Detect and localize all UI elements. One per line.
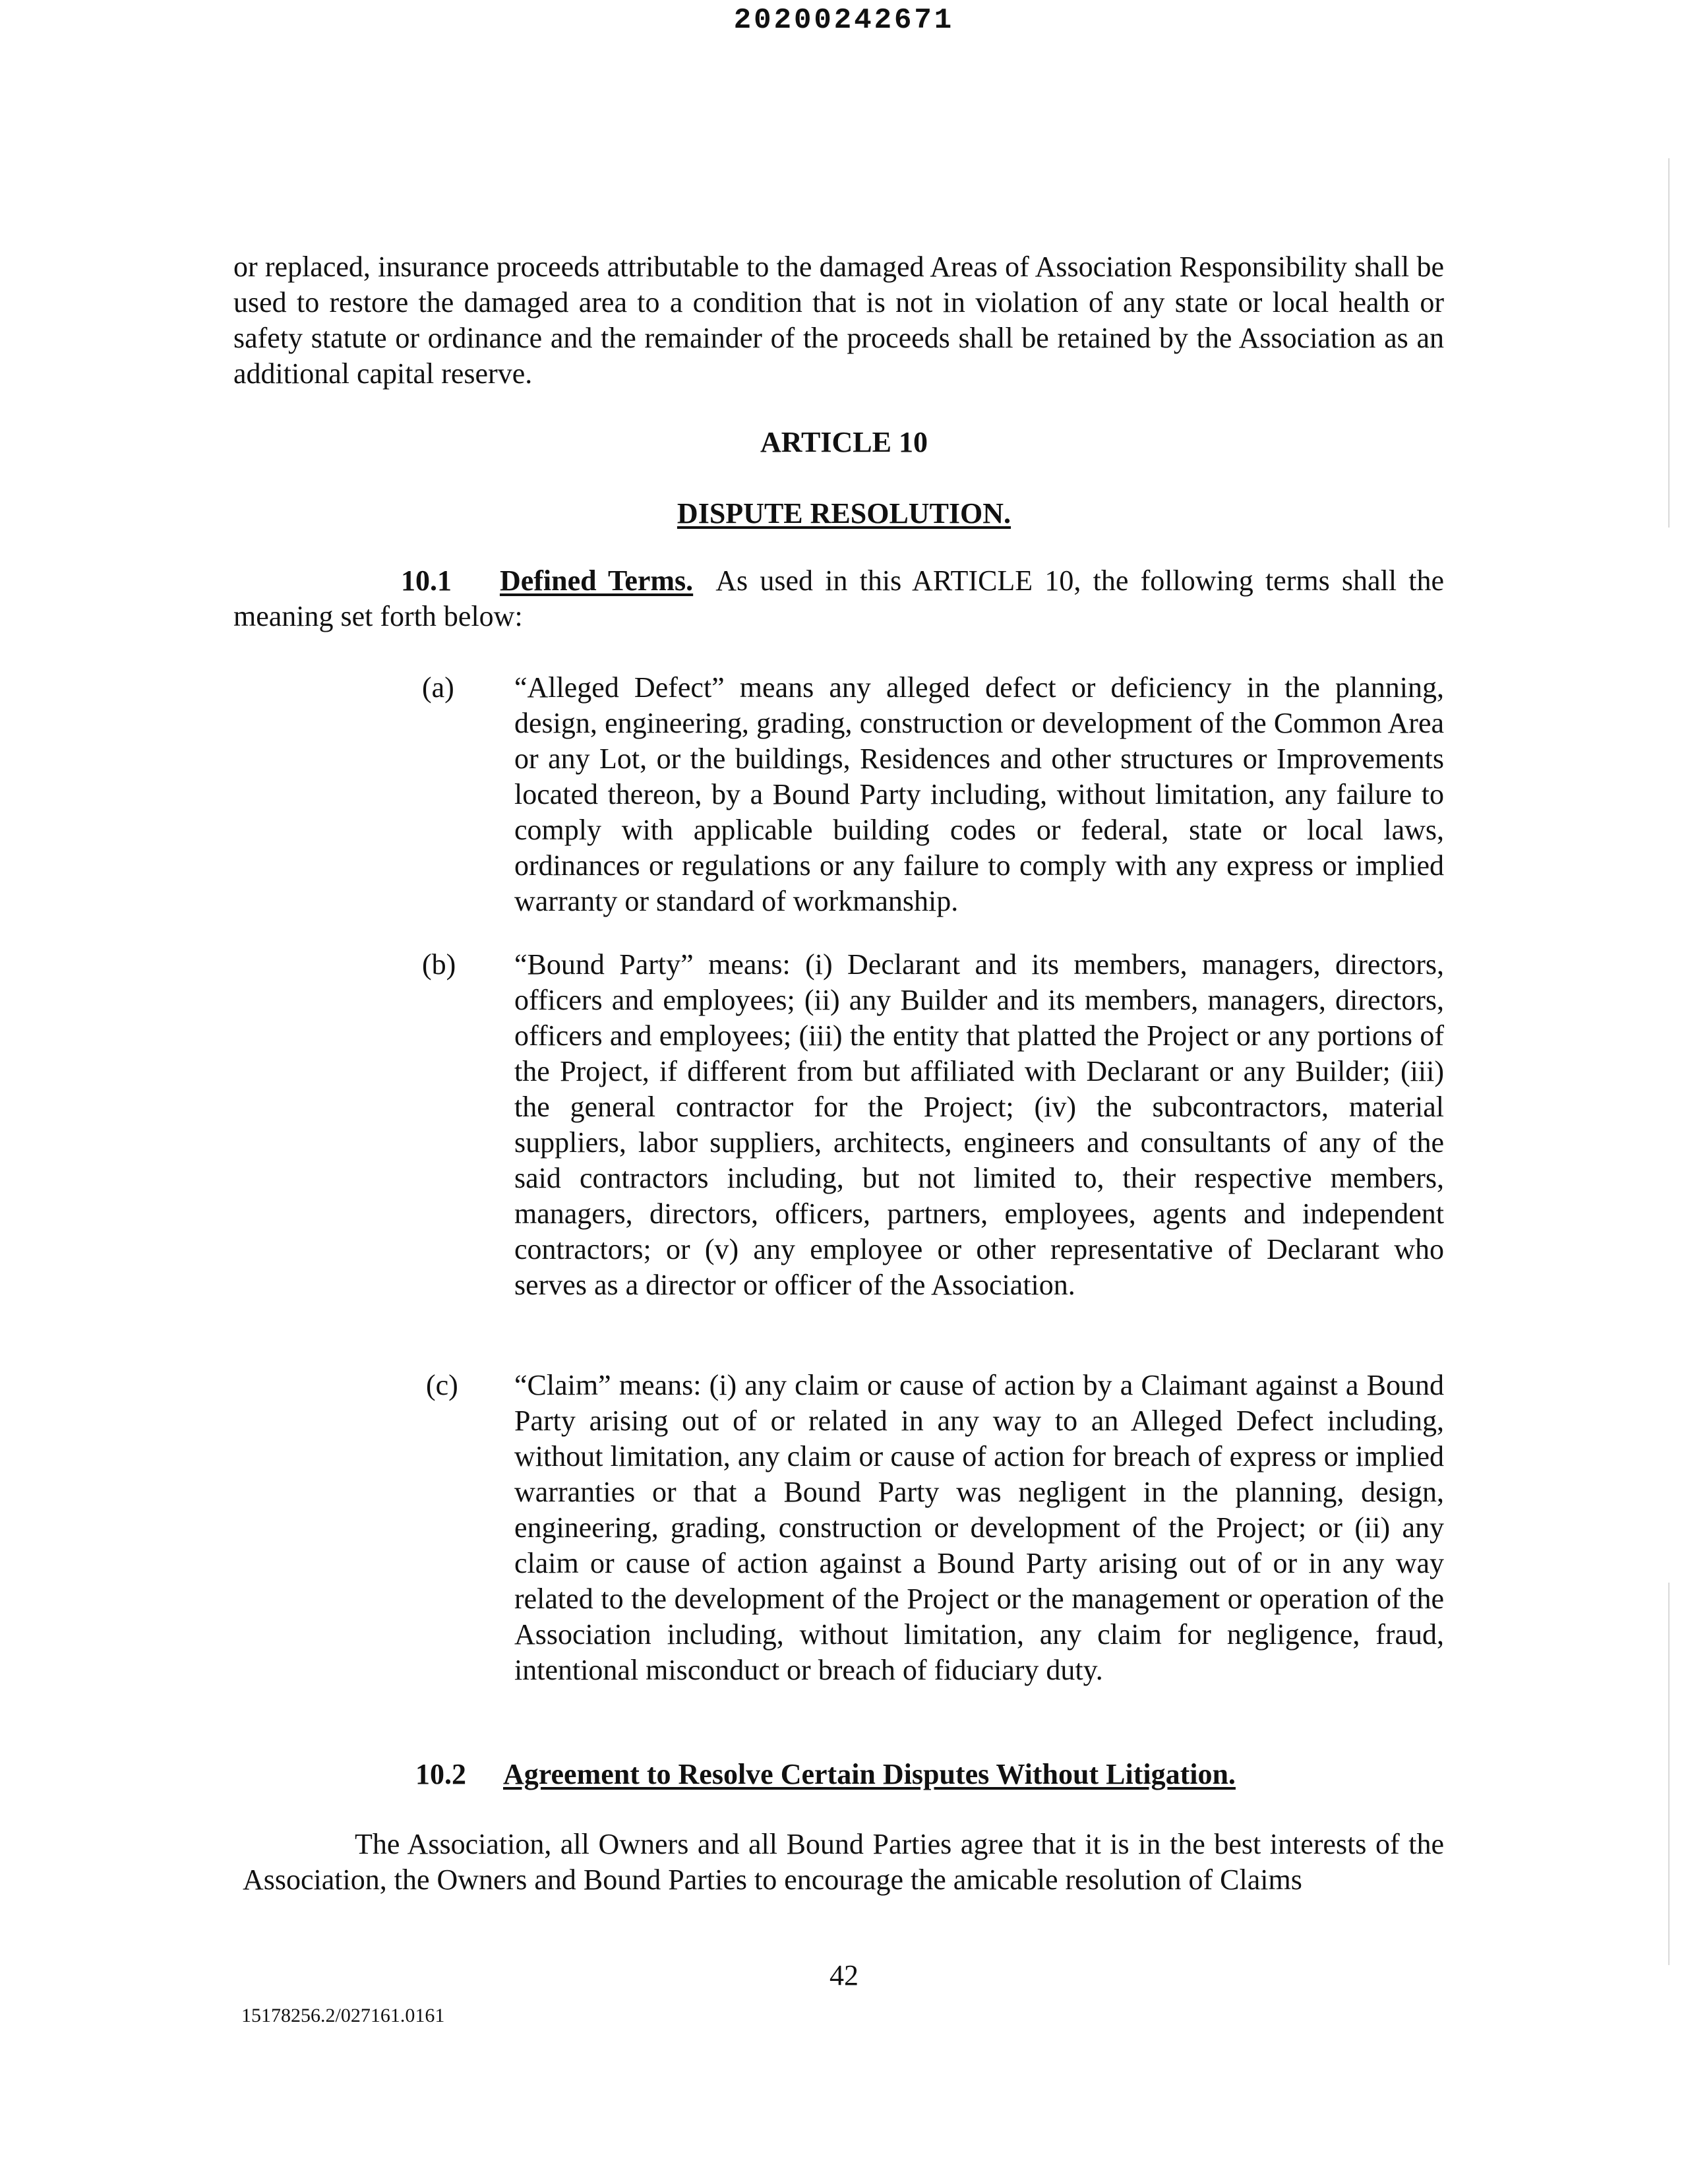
document-number: 20200242671 xyxy=(733,4,955,37)
article-subtitle xyxy=(0,496,1688,531)
section-10-1-number: 10.1 xyxy=(401,564,452,597)
definition-label-a: (a) xyxy=(422,671,454,704)
definition-label-b: (b) xyxy=(422,948,456,981)
article-subtitle-text: DISPUTE RESOLUTION. xyxy=(677,497,1011,530)
section-10-2-heading xyxy=(415,1757,1236,1792)
section-10-1 xyxy=(233,563,1444,634)
page-number: 42 xyxy=(829,1959,859,1991)
section-10-1-title: Defined Terms. xyxy=(499,564,694,597)
intro-paragraph: or replaced, insurance proceeds attributable to the damaged Areas of Association Responsibility shall be used to restore the damaged area to a condition that is not in violation of any state or local health or safety statute or ordinance and the remainder of the proceeds shall be retained by the Association as an additional capital reserve. xyxy=(233,251,1444,390)
section-10-2-number: 10.2 xyxy=(415,1758,466,1790)
footer-document-id: 15178256.2/027161.0161 xyxy=(241,2005,445,2026)
section-10-2-title: Agreement to Resolve Certain Disputes Without Litigation. xyxy=(503,1758,1236,1790)
section-10-1-text: As used in this ARTICLE 10, the following terms shall the meaning set forth below: xyxy=(233,564,1445,632)
definition-alleged-defect: “Alleged Defect” means any alleged defect or deficiency in the planning, design, engineering, grading, construction or development of the Common Area or any Lot, or the buildings, Residences and other structures or Improvements located thereon, by a Bound Party including, without limitation, any failure to comply with applicable building codes or federal, state or local laws, ordinances or regulations or any failure to comply with any express or implied warranty or standard of workmanship. xyxy=(514,671,1444,917)
closing-paragraph: The Association, all Owners and all Bound Parties agree that it is in the best interests of the Association, the Owners and Bound Parties to encourage the amicable resolution of Claims xyxy=(243,1828,1444,1896)
article-title: ARTICLE 10 xyxy=(760,426,928,458)
definition-label-c: (c) xyxy=(426,1369,458,1401)
definition-bound-party: “Bound Party” means: (i) Declarant and its members, managers, directors, officers and employees; (ii) any Builder and its members, managers, directors, officers and employees; (iii) the entity that platted the Project or any portions of the Project, if different from but affiliated with Declarant or any Builder; (iii) the general contractor for the Project; (iv) the subcontractors, material suppliers, labor suppliers, architects, engineers and consultants of any of the said contractors including, but not limited to, their respective members, managers, directors, officers, partners, employees, agents and independent contractors; or (v) any employee or other representative of Declarant who serves as a director or officer of the Association. xyxy=(514,948,1444,1301)
scan-edge-mark xyxy=(1668,158,1670,528)
scan-edge-mark xyxy=(1668,1583,1670,1965)
definition-claim: “Claim” means: (i) any claim or cause of action by a Claimant against a Bound Party arising out of or related in any way to an Alleged Defect including, without limitation, any claim or cause of action for breach of express or implied warranties or that a Bound Party was negligent in the planning, design, engineering, grading, construction or development of the Project; or (ii) any claim or cause of action against a Bound Party arising out of or in any way related to the development of the Project or the management or operation of the Association including, without limitation, any claim for negligence, fraud, intentional misconduct or breach of fiduciary duty. xyxy=(514,1369,1444,1686)
